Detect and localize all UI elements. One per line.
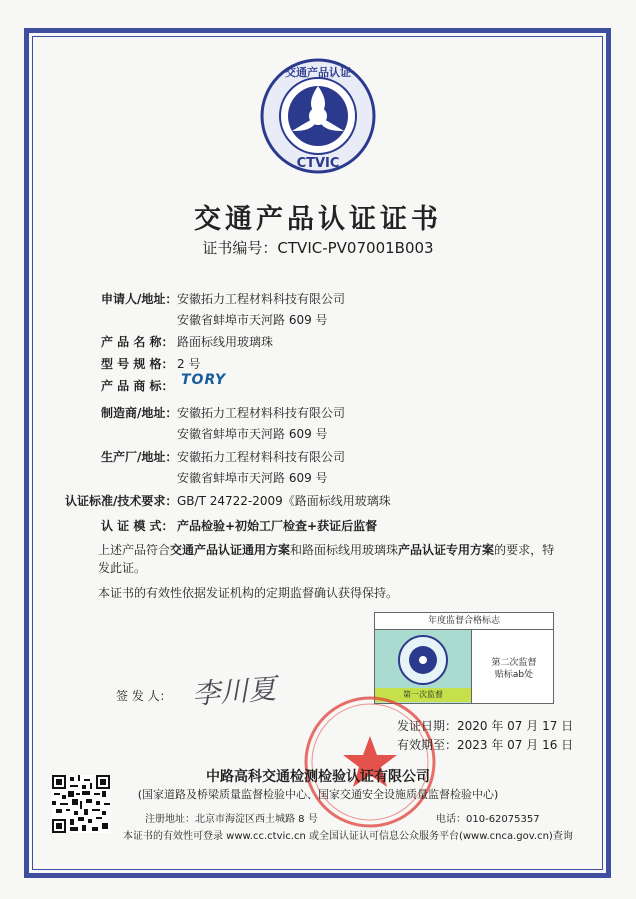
hologram-emblem-icon (375, 630, 471, 690)
statement-scheme-general: 交通产品认证通用方案 (170, 543, 291, 557)
supervision-header: 年度监督合格标志 (375, 613, 553, 630)
second-supervision-label (475, 657, 553, 681)
first-supervision-label: 第一次监督 (375, 688, 471, 702)
ctvic-emblem-icon (258, 56, 378, 178)
signer-label: 签 发 人： (116, 689, 172, 703)
standard-label: 认证标准/技术要求： (65, 494, 178, 508)
model-value: 2 号 (177, 357, 201, 371)
issue-date: 发证日期：2020 年 07 月 17 日 (397, 719, 574, 733)
second-supervision-line1: 第二次监督 (491, 658, 537, 668)
standard-value: GB/T 24722-2009《路面标线用玻璃珠 (177, 494, 391, 508)
applicant-label: 申请人/地址： (101, 292, 178, 306)
emblem-top-text: 交通产品认证 (285, 66, 351, 79)
annual-supervision-box (374, 612, 554, 704)
applicant-address: 安徽省蚌埠市天河路 609 号 (177, 313, 328, 327)
second-supervision-line2: 贴标ab处 (494, 670, 534, 680)
phone-number: 电话：010-62075357 (436, 814, 540, 825)
product-name-value: 路面标线用玻璃珠 (177, 335, 274, 349)
issuer-subtitle: (国家道路及桥梁质量监督检验中心、国家交通安全设施质量监督检验中心) (137, 788, 499, 801)
handwritten-signature: 李川夏 (191, 672, 278, 711)
applicant-name: 安徽拓力工程材料科技有限公司 (177, 292, 346, 306)
manufacturer-address: 安徽省蚌埠市天河路 609 号 (177, 427, 328, 441)
factory-label: 生产厂/地址： (101, 450, 178, 464)
certificate-title: 交通产品认证证书 (194, 204, 442, 235)
red-official-seal-icon (300, 692, 440, 832)
verification-notice: 本证书的有效性可登录 www.cc.ctvic.cn 或全国认证认可信息公众服务平台(www.cnca.gov.cn)查询 (123, 831, 573, 842)
manufacturer-name: 安徽拓力工程材料科技有限公司 (177, 406, 346, 420)
manufacturer-label: 制造商/地址： (101, 406, 178, 420)
certification-mode-value: 产品检验+初始工厂检查+获证后监督 (177, 519, 378, 533)
tory-brand-logo: TORY (181, 372, 227, 388)
conformity-statement (98, 541, 566, 577)
brand-label: 产 品 商 标： (101, 379, 174, 393)
issuer-name: 中路高科交通检测检验认证有限公司 (206, 769, 430, 785)
statement-part-e: 的要求，特发此证。 (98, 543, 555, 575)
expiry-date: 有效期至：2023 年 07 月 16 日 (397, 738, 574, 752)
statement-part-a: 上述产品符合 (98, 543, 171, 557)
statement-part-c: 和路面标线用玻璃珠 (290, 543, 399, 557)
registered-address: 注册地址：北京市海淀区西土城路 8 号 (145, 814, 318, 825)
factory-address: 安徽省蚌埠市天河路 609 号 (177, 471, 328, 485)
product-name-label: 产 品 名 称： (101, 335, 174, 349)
validity-statement: 本证书的有效性依据发证机构的定期监督确认获得保持。 (98, 586, 399, 600)
model-label: 型 号 规 格： (101, 357, 174, 371)
factory-name: 安徽拓力工程材料科技有限公司 (177, 450, 346, 464)
certification-mode-label: 认 证 模 式： (101, 519, 174, 533)
emblem-bottom-text: CTVIC (296, 156, 340, 171)
certificate-number: 证书编号：CTVIC-PV07001B003 (202, 239, 434, 257)
statement-scheme-specific: 产品认证专用方案 (398, 543, 495, 557)
